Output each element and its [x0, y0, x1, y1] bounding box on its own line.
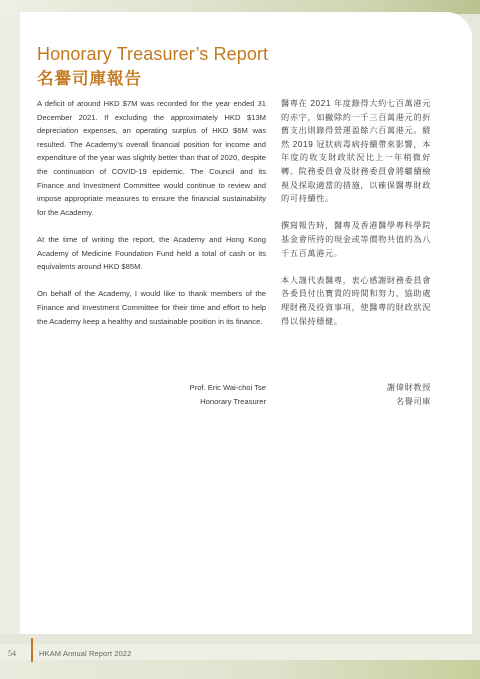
page-number: 54: [8, 649, 16, 658]
signature-name-english: Prof. Eric Wai-choi Tse: [189, 383, 266, 392]
english-paragraph-deficit: A deficit of around HKD $7M was recorded for the year ended 31 December 2021. If excluding the approximately HKD $13M depreciation expenses, an operating surplus of HKD $6M was resulted. The Academy’s overall financial position for income and expenditure of the year was slightly better than that of 2020, despite the continuation of COVID-19 epidemic. The Council and its Finance and Investment Committee would continue to review and impose appropriate measures to ensure the financial sustainability for the Academy.: [37, 99, 266, 217]
english-paragraph-cash: At the time of writing the report, the Academy and Hong Kong Academy of Medicine Foundation Fund held a total of cash or its equivalents around HKD $85M.: [37, 234, 266, 272]
signature-title-english: Honorary Treasurer: [200, 396, 266, 406]
english-signature: [37, 381, 266, 408]
english-paragraph-thanks: On behalf of the Academy, I would like to thank members of the Finance and Investment Committee for their time and effort to help the Academy keep a healthy and sustainable position in its finance.: [37, 289, 266, 326]
page-footer: [0, 634, 480, 679]
chinese-column: [281, 97, 431, 342]
footer-report-title: HKAM Annual Report 2022: [39, 649, 132, 658]
signature-name-chinese: 謝偉財教授: [387, 383, 431, 392]
chinese-signature: [281, 381, 431, 408]
page-title-chinese: 名譽司庫報告: [37, 70, 142, 88]
footer-divider: [31, 638, 33, 662]
page-title-english: Honorary Treasurer’s Report: [37, 44, 269, 64]
signature-title-chinese: 名譽司庫: [395, 396, 431, 406]
english-column: [37, 97, 266, 342]
left-margin-band: [0, 14, 22, 634]
chinese-paragraph-cash: 撰寫報告時，醫專及香港醫學專科學院基金會所持的現金或等價物共值約為八千五百萬港元。: [281, 221, 431, 258]
chinese-paragraph-deficit: 醫專在 2021 年度錄得大約七百萬港元的赤字，如撇除約一千三百萬港元的折舊支出則錄得營運盈餘六百萬港元。縱然 2019 冠狀病毒病持續帶來影響，本年度的收支財政狀況比上一年稍微好轉。院務委員會及財務委員會將繼續檢視及採取適當的措施，以確保醫專財政的可持續性。: [281, 99, 431, 204]
chinese-paragraph-thanks: 本人謹代表醫專，衷心感謝財務委員會各委員付出寶貴的時間和努力，協助處理財務及投資事項，使醫專的財政狀況得以保持穩健。: [281, 275, 431, 326]
